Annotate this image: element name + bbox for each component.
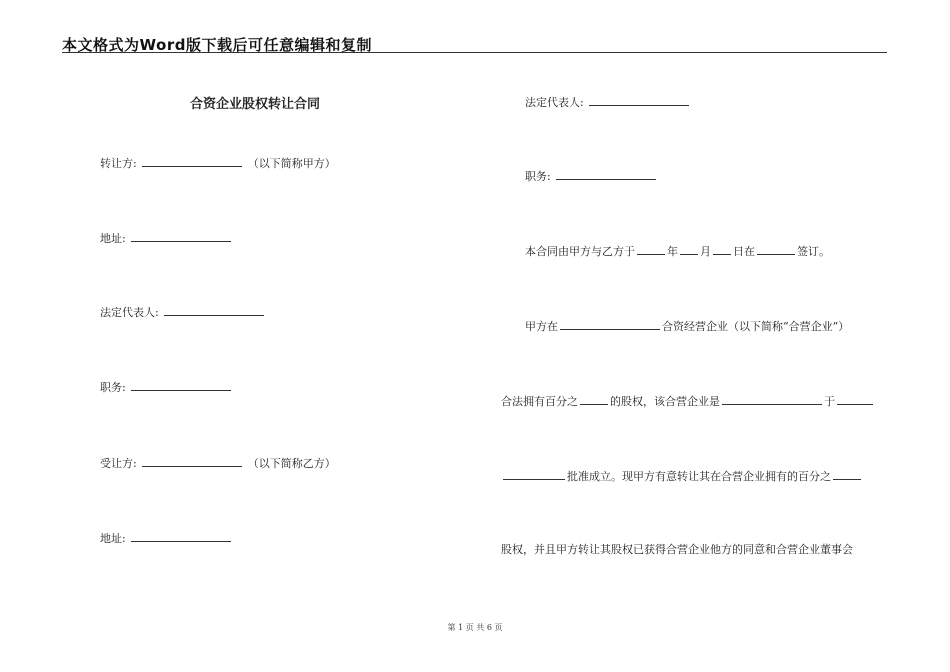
footer-text-c: 页 [494, 623, 503, 632]
footer-text-a: 第 [447, 623, 456, 632]
address1-blank [131, 230, 231, 242]
enterprise-name-blank [560, 318, 660, 330]
address1-line [100, 230, 233, 246]
clause2-text-c: 于 [824, 395, 835, 408]
signing-text-d: 日在 [733, 245, 755, 258]
position2-label: 职务: [525, 170, 551, 183]
transferee-blank [142, 455, 242, 467]
signing-text-b: 年 [667, 245, 678, 258]
current-page-number: 1 [458, 623, 464, 632]
clause1-text-a: 甲方在 [525, 320, 558, 333]
download-banner-title: 本文格式为Word版下载后可任意编辑和复制 [62, 36, 372, 54]
total-page-count: 6 [486, 623, 492, 632]
address1-label: 地址: [100, 232, 126, 245]
clause1-text-b: 合资经营企业（以下简称“合营企业”） [662, 320, 850, 333]
clause2-line [501, 393, 875, 409]
rep1-label: 法定代表人: [100, 306, 159, 319]
header-divider [62, 52, 887, 53]
position1-line [100, 379, 233, 395]
rep1-line [100, 304, 266, 320]
transfer-percent-blank [833, 468, 861, 480]
position1-label: 职务: [100, 381, 126, 394]
rep2-blank [589, 94, 689, 106]
transferee-line [100, 455, 336, 471]
page-footer [0, 622, 950, 633]
signing-text-e: 签订。 [797, 245, 830, 258]
day-blank [713, 243, 731, 255]
transferor-note: （以下简称甲方） [247, 157, 336, 170]
clause3-line [501, 468, 863, 484]
rep1-blank [164, 304, 264, 316]
clause1-line [525, 318, 849, 334]
clause2-text-b: 的股权，该合营企业是 [610, 395, 720, 408]
place-blank [757, 243, 795, 255]
clause4-line: 股权，并且甲方转让其股权已获得合营企业他方的同意和合营企业董事会 [501, 543, 853, 556]
clause3-text-a: 批准成立。现甲方有意转让其在合营企业拥有的百分之 [567, 470, 831, 483]
signing-line [525, 243, 830, 259]
month-blank [680, 243, 698, 255]
transferee-note: （以下简称乙方） [247, 457, 336, 470]
signing-text-c: 月 [700, 245, 711, 258]
approval-date-blank [503, 468, 565, 480]
date-blank [837, 393, 873, 405]
address2-blank [131, 530, 231, 542]
rep2-line [525, 94, 691, 110]
percent-blank [580, 393, 608, 405]
footer-text-b: 页 共 [465, 623, 485, 632]
position2-line [525, 168, 658, 184]
approver-blank [722, 393, 822, 405]
position2-blank [556, 168, 656, 180]
rep2-label: 法定代表人: [525, 96, 584, 109]
transferor-line [100, 155, 336, 171]
clause2-text-a: 合法拥有百分之 [501, 395, 578, 408]
year-blank [637, 243, 665, 255]
transferor-label: 转让方: [100, 157, 137, 170]
address2-line [100, 530, 233, 546]
transferee-label: 受让方: [100, 457, 137, 470]
transferor-blank [142, 155, 242, 167]
position1-blank [131, 379, 231, 391]
document-title: 合资企业股权转让合同 [190, 97, 321, 112]
signing-text-a: 本合同由甲方与乙方于 [525, 245, 635, 258]
address2-label: 地址: [100, 532, 126, 545]
